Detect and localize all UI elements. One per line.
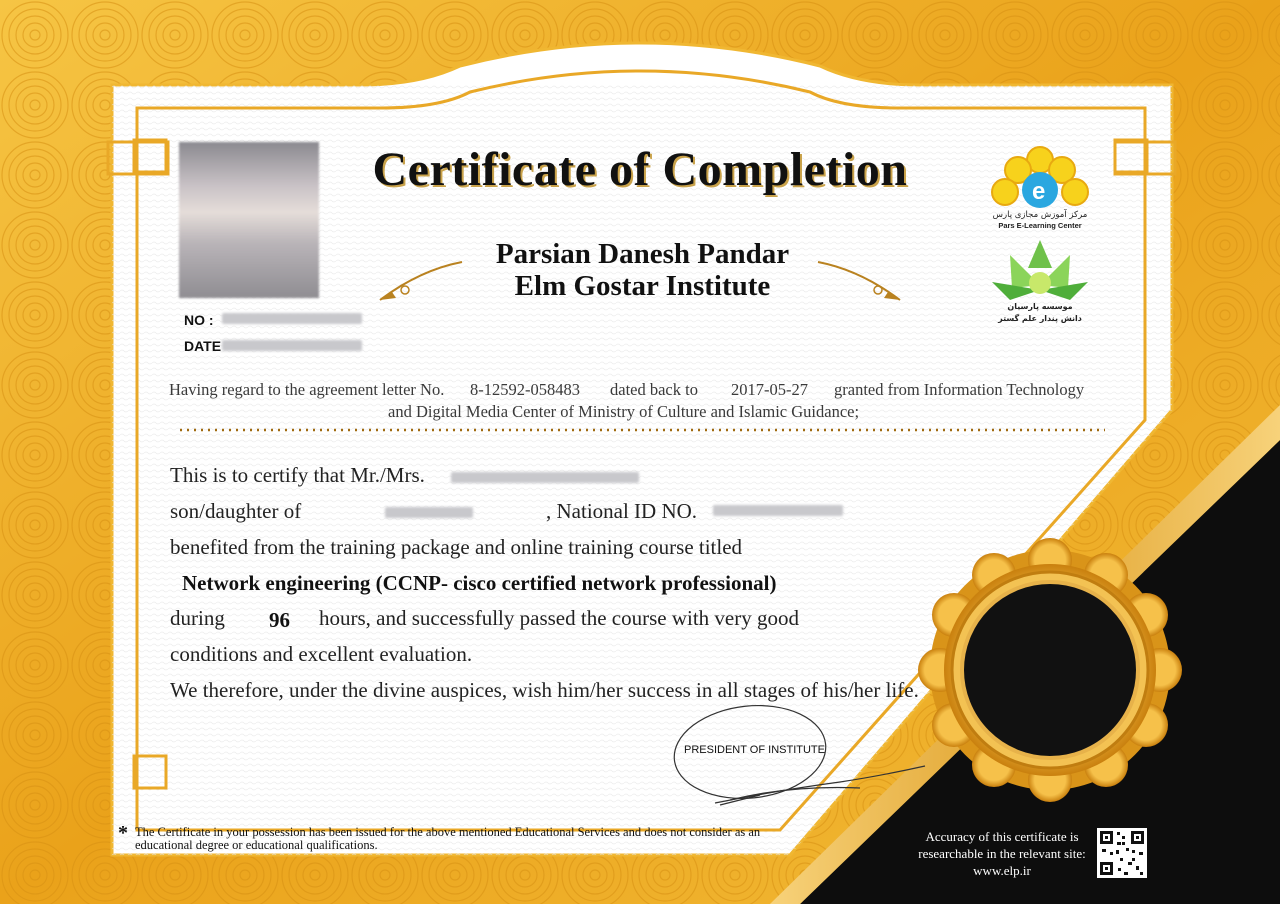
parent-name-redacted (385, 507, 473, 518)
certify-text: This is to certify that Mr./Mrs. (170, 463, 425, 487)
pars-logo-fa-caption: مرکز آموزش مجازی پارس (992, 210, 1088, 220)
agreement-prefix: Having regard to the agreement letter No. (169, 380, 445, 399)
benefited-text: benefited from the training package and online training course titled (170, 535, 743, 559)
no-value-redacted (222, 313, 362, 324)
course-title: Network engineering (CCNP- cisco certified network professional) (182, 571, 777, 595)
footnote-asterisk: * (118, 822, 128, 844)
date-label: DATE (184, 338, 222, 354)
agreement-dated: dated back to (610, 380, 698, 399)
national-id-redacted (713, 505, 843, 516)
agreement-letter-no: 8-12592-058483 (470, 380, 580, 399)
parsian-logo-caption-1: موسسه پارسیان (1007, 302, 1073, 311)
agreement-granted: granted from Information Technology (834, 380, 1085, 399)
institute-name-line1: Parsian Danesh Pandar (495, 238, 790, 270)
qr-code (1097, 828, 1147, 878)
date-value-redacted (222, 340, 362, 351)
certificate-title: Certificate of Completion (372, 143, 908, 196)
wish-text: We therefore, under the divine auspices, wish him/her success in all stages of his/her life. (170, 678, 919, 702)
parsian-logo-caption-2: دانش پندار علم گستر (998, 314, 1082, 323)
svg-text:e: e (1032, 178, 1046, 205)
passed-text: hours, and successfully passed the course with very good (319, 606, 799, 630)
holder-name-redacted (451, 472, 639, 483)
agreement-date: 2017-05-27 (731, 380, 808, 399)
footnote-line1: The Certificate in your possession has been issued for the above mentioned Educational Services and does not consider as an (135, 825, 761, 839)
signature-label: PRESIDENT OF INSTITUTE (684, 744, 825, 756)
institute-name-line2: Elm Gostar Institute (514, 270, 771, 302)
national-id-text: , National ID NO. (546, 499, 698, 523)
son-daughter-text: son/daughter of (170, 499, 302, 523)
verify-site-link[interactable]: www.elp.ir (973, 863, 1031, 878)
no-label: NO : (184, 312, 214, 328)
hours-value: 96 (269, 608, 290, 632)
agreement-line2: and Digital Media Center of Ministry of Culture and Islamic Guidance; (388, 402, 860, 421)
pars-logo-en-caption: Pars E-Learning Center (998, 221, 1082, 230)
verify-line2: researchable in the relevant site: (918, 846, 1086, 861)
during-text: during (170, 606, 225, 630)
footnote-line2: educational degree or educational qualifications. (135, 838, 378, 852)
verify-line1: Accuracy of this certificate is (925, 829, 1079, 844)
conditions-text: conditions and excellent evaluation. (170, 642, 473, 666)
